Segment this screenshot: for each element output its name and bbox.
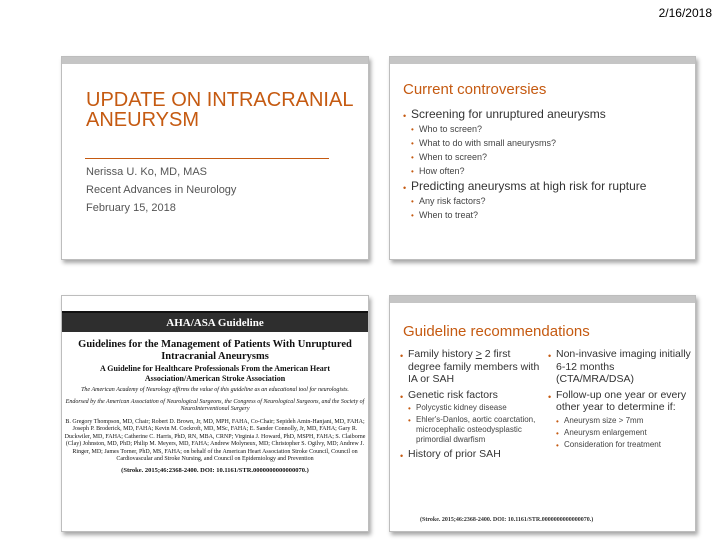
bullet: • Family history > 2 first degree family members with IA or SAH [400, 348, 545, 386]
slide-top-bar [390, 296, 695, 303]
guideline-banner: AHA/ASA Guideline [62, 311, 368, 332]
sub-bullet: • Who to screen? [411, 122, 688, 136]
guideline-citation: (Stroke. 2015;46:2368-2400. DOI: 10.1161/STR.0000000000000070.) [121, 466, 309, 474]
sub-bullet: • Aneurysm size > 7mm [556, 416, 693, 426]
slide-current-controversies [389, 56, 696, 260]
sub-bullet: • What to do with small aneurysms? [411, 136, 688, 150]
slide-guideline-recommendations [389, 295, 696, 532]
event-date: February 15, 2018 [86, 202, 176, 214]
bullet: • Predicting aneurysms at high risk for rupture • Any risk factors? • When to treat? [403, 179, 688, 222]
bullet: • Genetic risk factors • Polycystic kidney disease • Ehler's-Danlos, aortic coarctation, microcephalic osteodysplastic primordial dwarfism [400, 389, 545, 446]
sub-bullet: • Any risk factors? [411, 194, 688, 208]
bullet: • Non-invasive imaging initially 6-12 months (CTA/MRA/DSA) [548, 348, 693, 386]
slide-body [403, 107, 688, 223]
slide-title: Guideline recommendations [403, 323, 590, 340]
guideline-subtitle: A Guideline for Healthcare Professionals From the American Heart Association/American Stroke Association [99, 364, 331, 383]
guideline-title: Guidelines for the Management of Patients With Unruptured Intracranial Aneurysms [78, 339, 352, 362]
bullet: • History of prior SAH [400, 448, 545, 461]
guideline-authors: B. Gregory Thompson, MD, Chair; Robert D. Brown, Jr, MD, MPH, FAHA, Co-Chair; Sepideh Amin-Hanjani, MD, FAHA; Joseph P. Broderick, MD, FAHA; Kevin M. Cockroft, MD, MSc, FAHA; E. Sander Connolly, Jr, MD, FAHA; Gary R. Duckwiler, MD, FAHA; Catherine C. Harris, PhD, RN, MBA, CRNP; Virginia J. Howard, PhD, MSPH, FAHA; S. Claiborne (Clay) Johnston, MD, PhD; Philip M. Meyers, MD, FAHA; Andrew Molyneux, MD; Christopher S. Ogilvy, MD; Andrew J. Ringer, MD; James Torner, PhD, MS, FAHA; on behalf of the American Heart Association Stroke Council, Council on Cardiovascular and Stroke Nursing, and Council on Epidemiology and Prevention [64, 418, 366, 462]
slide-citation: (Stroke. 2015;46:2368-2400. DOI: 10.1161/STR.0000000000000070.) [420, 517, 594, 523]
guideline-page-image [62, 311, 368, 474]
sub-bullet: • When to treat? [411, 208, 688, 222]
slide-guideline-scan [61, 295, 369, 532]
title-divider [85, 158, 329, 159]
bullet: • Follow-up one year or every other year to determine if: • Aneurysm size > 7mm • Aneurysm enlargement • Consideration for treatment [548, 389, 693, 450]
sub-bullet: • When to screen? [411, 150, 688, 164]
event-name: Recent Advances in Neurology [86, 184, 237, 196]
slide-title: Current controversies [403, 81, 547, 98]
print-date: 2/16/2018 [658, 6, 712, 20]
sub-bullet: • How often? [411, 164, 688, 178]
right-column [548, 348, 693, 450]
guideline-endorsement: Endorsed by the American Association of Neurological Surgeons, the Congress of Neurological Surgeons, and the Society of NeuroInterventional Surgery [65, 398, 365, 412]
presentation-title: UPDATE ON INTRACRANIAL ANEURYSM [86, 89, 353, 131]
sub-bullet: • Ehler's-Danlos, aortic coarctation, microcephalic osteodysplastic primordial dwarfism [408, 415, 545, 445]
sub-bullet: • Polycystic kidney disease [408, 403, 545, 413]
bullet: • Screening for unruptured aneurysms • Who to screen? • What to do with small aneurysms? • When to screen? • How often? [403, 107, 688, 178]
left-column [400, 348, 545, 461]
slide-top-bar [62, 57, 368, 64]
slide-top-bar [390, 57, 695, 64]
sub-bullet: • Aneurysm enlargement [556, 428, 693, 438]
guideline-affirmation: The American Academy of Neurology affirms the value of this guideline as an educational tool for neurologists. [81, 387, 349, 393]
slide-title [61, 56, 369, 260]
sub-bullet: • Consideration for treatment [556, 440, 693, 450]
presenter-name: Nerissa U. Ko, MD, MAS [86, 166, 208, 178]
presenter-info [86, 163, 236, 217]
